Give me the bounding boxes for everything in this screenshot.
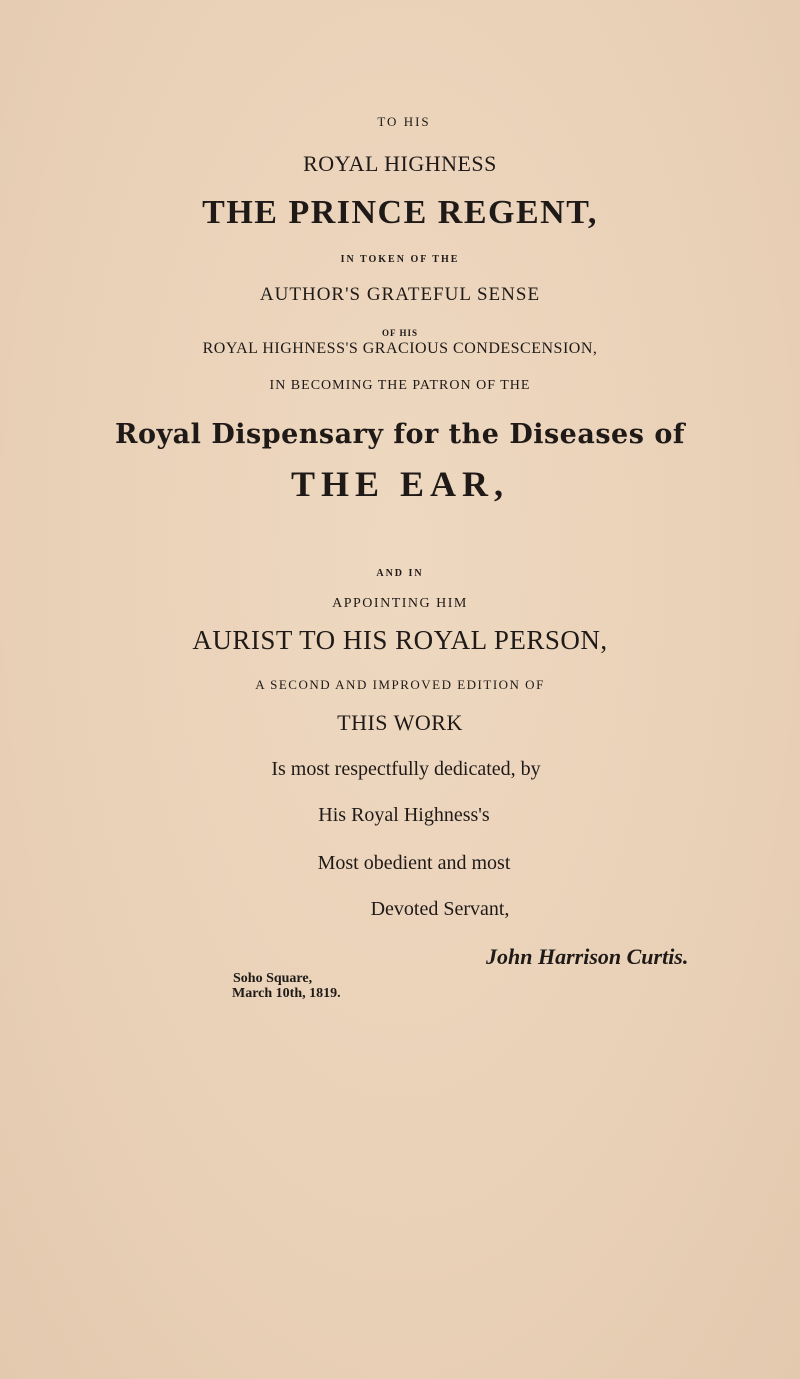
of-his-line: OF HIS (382, 328, 418, 338)
aurist-line: AURIST TO HIS ROYAL PERSON, (192, 625, 608, 655)
dedicated-line: Is most respectfully dedicated, by (271, 758, 541, 780)
prince-regent-heading: THE PRINCE REGENT, (202, 194, 598, 231)
condescension-line: ROYAL HIGHNESS'S GRACIOUS CONDESCENSION, (202, 340, 598, 357)
second-edition-line: A SECOND AND IMPROVED EDITION OF (255, 677, 545, 692)
place-line: Soho Square, (233, 971, 313, 986)
appointing-line: APPOINTING HIM (332, 596, 468, 611)
the-ear-heading: THE EAR, (290, 464, 510, 504)
authors-sense-line: AUTHOR'S GRATEFUL SENSE (259, 284, 541, 305)
and-in-line: AND IN (376, 568, 424, 579)
author-signature: John Harrison Curtis. (486, 944, 689, 969)
royal-highness-line: ROYAL HIGHNESS (303, 151, 497, 176)
date-line: March 10th, 1819. (232, 986, 341, 1001)
devoted-servant-line: Devoted Servant, (370, 898, 510, 920)
dispensary-blackletter-line: Royal Dispensary for the Diseases of (115, 419, 685, 450)
to-his-line: TO HIS (377, 114, 431, 129)
in-token-line: IN TOKEN OF THE (340, 254, 460, 265)
this-work-line: THIS WORK (337, 710, 463, 735)
highness-s-line: His Royal Highness's (318, 804, 490, 826)
patron-line: IN BECOMING THE PATRON OF THE (269, 378, 531, 393)
obedient-line: Most obedient and most (317, 852, 511, 874)
